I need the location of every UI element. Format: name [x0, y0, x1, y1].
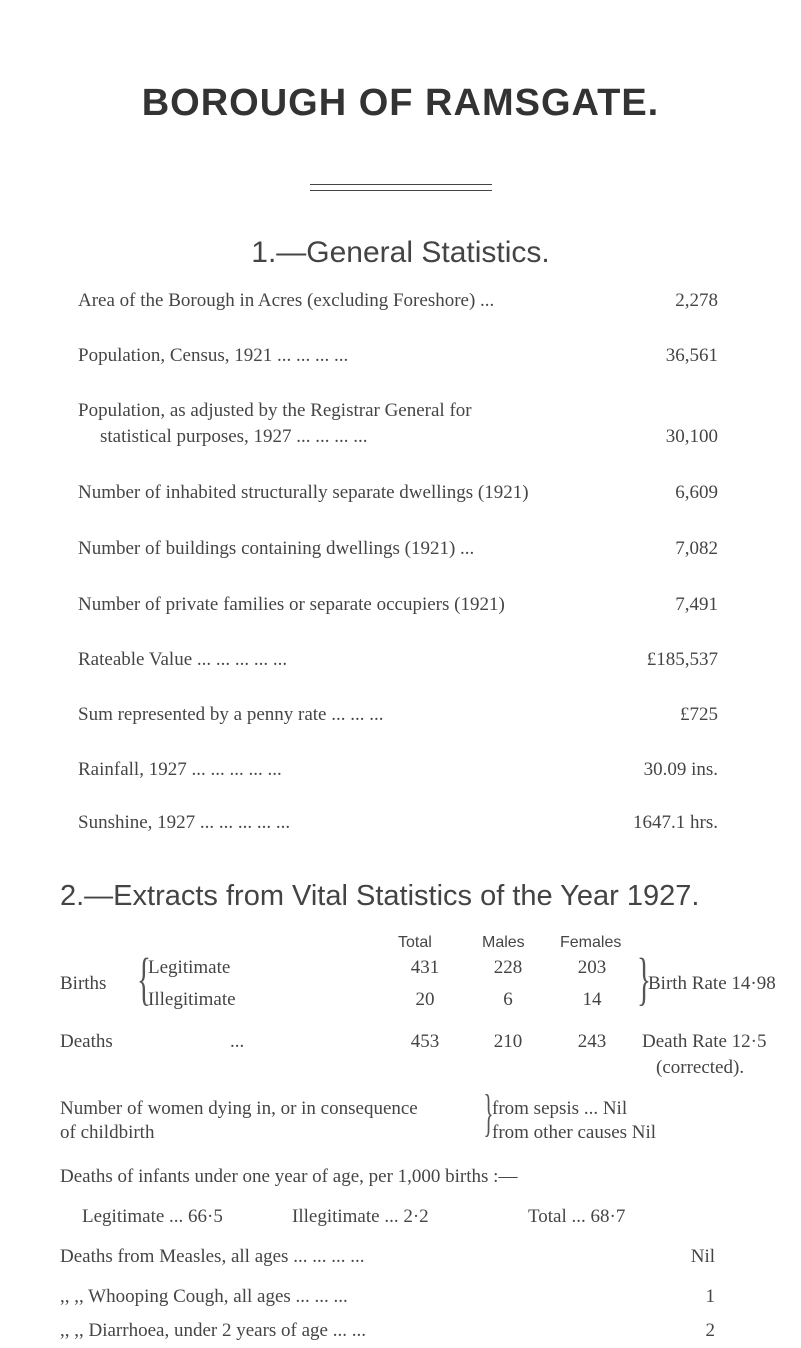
maternal-brace: } — [483, 1085, 494, 1142]
sunshine-value: 1647.1 hrs. — [633, 812, 718, 833]
deaths-label: Deaths — [60, 1031, 113, 1052]
population-census-value: 36,561 — [665, 345, 718, 366]
legitimate-total: 431 — [410, 957, 440, 978]
females-header: Females — [560, 934, 622, 951]
sepsis-deaths: from sepsis ... Nil — [492, 1098, 628, 1119]
legitimate-females: 203 — [577, 957, 607, 978]
sunshine-label: Sunshine, 1927 ... ... ... ... ... — [78, 812, 291, 833]
measles-label: Deaths from Measles, all ages ... ... ... ... — [60, 1246, 365, 1267]
deaths-females: 243 — [577, 1031, 607, 1052]
death-rate: Death Rate 12·5 — [642, 1031, 767, 1052]
buildings-label: Number of buildings containing dwellings (1921) ... — [78, 538, 475, 559]
population-adjusted-label: Population, as adjusted by the Registrar General for — [78, 400, 472, 421]
birth-rate: Birth Rate 14·98 — [648, 973, 776, 994]
total-header: Total — [398, 934, 432, 951]
other-causes-deaths: from other causes Nil — [492, 1122, 657, 1143]
illegitimate-label: Illegitimate — [148, 989, 236, 1010]
rainfall-label: Rainfall, 1927 ... ... ... ... ... — [78, 759, 282, 780]
area-label: Area of the Borough in Acres (excluding Foreshore) ... — [78, 290, 495, 311]
page-title: BOROUGH OF RAMSGATE. — [141, 82, 660, 124]
birth-rate-brace: } — [636, 946, 651, 1011]
maternal-line-1: Number of women dying in, or in consequence — [60, 1098, 418, 1119]
general-statistics-heading: 1.—General Statistics. — [251, 236, 550, 269]
area-value: 2,278 — [675, 290, 718, 311]
whooping-cough-value: 1 — [705, 1286, 715, 1307]
measles-value: Nil — [690, 1246, 715, 1267]
families-label: Number of private families or separate occupiers (1921) — [78, 594, 505, 615]
population-adjusted-value: 30,100 — [665, 426, 718, 447]
death-rate-note: (corrected). — [656, 1057, 745, 1078]
penny-rate-value: £725 — [680, 704, 718, 725]
rainfall-value: 30.09 ins. — [643, 759, 718, 780]
deaths-total: 453 — [410, 1031, 440, 1052]
dwellings-label: Number of inhabited structurally separate dwellings (1921) — [78, 482, 529, 503]
infant-illegitimate: Illegitimate ... 2·2 — [292, 1206, 429, 1227]
males-header: Males — [482, 934, 525, 951]
deaths-dots: ... — [230, 1031, 245, 1052]
illegitimate-males: 6 — [503, 989, 513, 1010]
infant-legitimate: Legitimate ... 66·5 — [82, 1206, 223, 1227]
population-adjusted-label-cont: statistical purposes, 1927 ... ... ... ... — [100, 426, 368, 447]
whooping-cough-label: ,, ,, Whooping Cough, all ages ... ... ... — [60, 1286, 348, 1307]
births-brace: { — [136, 946, 151, 1011]
diarrhoea-value: 2 — [705, 1320, 715, 1341]
infant-total: Total ... 68·7 — [528, 1206, 626, 1227]
buildings-value: 7,082 — [675, 538, 718, 559]
diarrhoea-label: ,, ,, Diarrhoea, under 2 years of age ... ... — [60, 1320, 366, 1341]
vital-statistics-heading: 2.—Extracts from Vital Statistics of the Year 1927. — [60, 880, 700, 912]
title-divider-top — [310, 184, 492, 185]
births-label: Births — [60, 973, 107, 994]
population-census-label: Population, Census, 1921 ... ... ... ... — [78, 345, 349, 366]
illegitimate-females: 14 — [582, 989, 602, 1010]
rateable-value: £185,537 — [646, 649, 718, 670]
legitimate-males: 228 — [493, 957, 523, 978]
infant-deaths-intro: Deaths of infants under one year of age, per 1,000 births :— — [60, 1166, 518, 1187]
legitimate-label: Legitimate — [148, 957, 231, 978]
penny-rate-label: Sum represented by a penny rate ... ... ... — [78, 704, 384, 725]
deaths-males: 210 — [493, 1031, 523, 1052]
maternal-line-2: of childbirth — [60, 1122, 155, 1143]
illegitimate-total: 20 — [415, 989, 435, 1010]
rateable-value-label: Rateable Value ... ... ... ... ... — [78, 649, 288, 670]
families-value: 7,491 — [675, 594, 718, 615]
title-divider-bottom — [310, 190, 492, 191]
dwellings-value: 6,609 — [675, 482, 718, 503]
